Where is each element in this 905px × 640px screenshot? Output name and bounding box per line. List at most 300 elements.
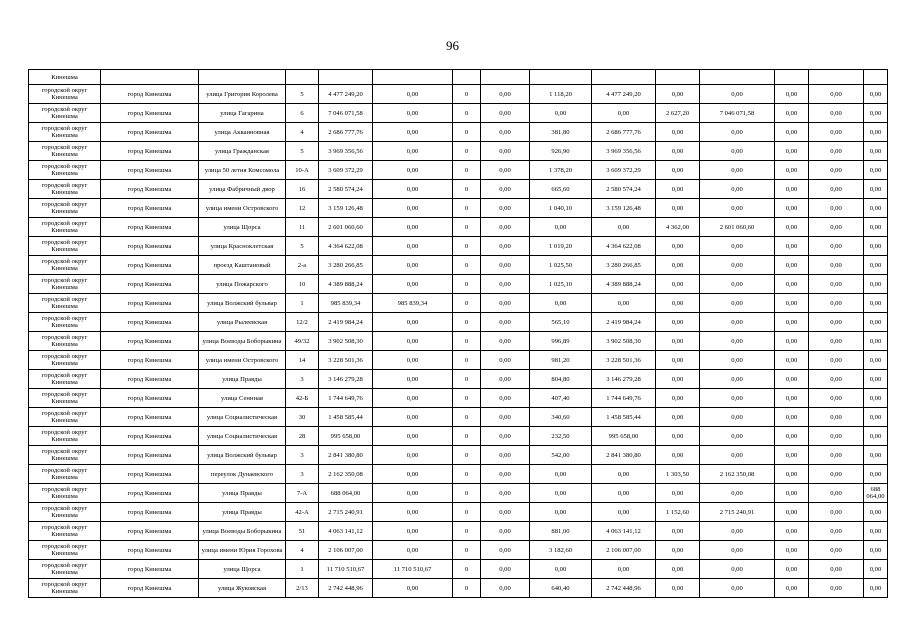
table-row [29,446,888,465]
municipality-cell: городской округ Кинешма [29,484,101,503]
cost-col-12-cell: 0,00 [700,256,775,275]
cost-col-8-cell: 0,00 [481,294,530,313]
locality-cell: город Кинешма [101,541,199,560]
table-row [29,313,888,332]
count-col-7-cell: 0 [453,313,481,332]
area-col-11-cell: 0,00 [656,123,700,142]
house-number-cell: 2/13 [286,579,319,598]
cost-col-12-cell: 2 601 060,60 [700,218,775,237]
area-col-9-cell: 407,40 [530,389,592,408]
table-row [29,123,888,142]
cost-col-12-cell: 0,00 [700,351,775,370]
locality-cell: город Кинешма [101,408,199,427]
area-col-9-cell: 0,00 [530,465,592,484]
locality-cell: город Кинешма [101,313,199,332]
table-row [29,275,888,294]
cost-col-13-cell: 0,00 [775,142,809,161]
locality-cell: город Кинешма [101,560,199,579]
cost-col-10-cell: 4 063 141,12 [592,522,656,541]
house-number-cell: 1 [286,560,319,579]
street-cell: улица Волжский бульвар [199,294,286,313]
cost-col-10-cell: 3 609 372,29 [592,161,656,180]
house-number-cell: 3 [286,446,319,465]
cost-col-6-cell: 0,00 [373,142,453,161]
cost-col-8-cell: 0,00 [481,579,530,598]
cost-col-13-cell: 0,00 [775,218,809,237]
street-cell: улица 50 летия Комсомола [199,161,286,180]
continued-cell: Кинешма [29,70,101,85]
table-row [29,560,888,579]
area-col-9-cell: 996,89 [530,332,592,351]
empty-cell [809,70,864,85]
cost-col-6-cell: 0,00 [373,465,453,484]
house-number-cell: 5 [286,142,319,161]
cost-col-6-cell: 0,00 [373,313,453,332]
street-cell: улица Щорса [199,218,286,237]
cost-col-13-cell: 0,00 [775,465,809,484]
cost-col-15-cell: 0,00 [864,142,888,161]
municipality-cell: городской округ Кинешма [29,389,101,408]
area-col-9-cell: 0,00 [530,294,592,313]
cost-col-10-cell: 4 389 888,24 [592,275,656,294]
street-cell: улица Воеводы Боборыкина [199,522,286,541]
area-col-9-cell: 1 019,20 [530,237,592,256]
cost-col-14-cell: 0,00 [809,294,864,313]
cost-col-12-cell: 0,00 [700,579,775,598]
cost-col-8-cell: 0,00 [481,408,530,427]
cost-col-12-cell: 0,00 [700,427,775,446]
municipality-cell: городской округ Кинешма [29,446,101,465]
house-number-cell: 5 [286,237,319,256]
area-col-9-cell: 804,80 [530,370,592,389]
street-cell: улица Гагарина [199,104,286,123]
area-col-11-cell: 0,00 [656,275,700,294]
cost-col-12-cell: 0,00 [700,294,775,313]
cost-col-15-cell: 0,00 [864,389,888,408]
cost-col-8-cell: 0,00 [481,85,530,104]
total-cost-cell: 2 742 448,96 [319,579,373,598]
total-cost-cell: 11 710 510,67 [319,560,373,579]
street-cell: улица Григория Королева [199,85,286,104]
empty-cell [864,70,888,85]
cost-col-15-cell: 0,00 [864,579,888,598]
house-number-cell: 30 [286,408,319,427]
area-col-11-cell: 1 152,60 [656,503,700,522]
street-cell: улица Волжский бульвар [199,446,286,465]
cost-col-15-cell: 0,00 [864,256,888,275]
area-col-9-cell: 0,00 [530,484,592,503]
street-cell: проезд Каштановый [199,256,286,275]
count-col-7-cell: 0 [453,579,481,598]
cost-col-10-cell: 3 280 266,85 [592,256,656,275]
cost-col-14-cell: 0,00 [809,180,864,199]
cost-col-8-cell: 0,00 [481,446,530,465]
total-cost-cell: 4 364 622,08 [319,237,373,256]
house-number-cell: 51 [286,522,319,541]
locality-cell: город Кинешма [101,256,199,275]
table-row [29,237,888,256]
cost-col-6-cell: 0,00 [373,199,453,218]
area-col-11-cell: 2 627,20 [656,104,700,123]
cost-col-6-cell: 0,00 [373,370,453,389]
cost-col-6-cell: 0,00 [373,104,453,123]
cost-col-6-cell: 0,00 [373,541,453,560]
municipality-cell: городской округ Кинешма [29,161,101,180]
cost-col-15-cell: 688 064,00 [864,484,888,503]
count-col-7-cell: 0 [453,465,481,484]
empty-cell [199,70,286,85]
cost-col-6-cell: 0,00 [373,522,453,541]
cost-col-12-cell: 0,00 [700,237,775,256]
locality-cell: город Кинешма [101,85,199,104]
empty-cell [656,70,700,85]
cost-col-15-cell: 0,00 [864,408,888,427]
street-cell: улица Правды [199,370,286,389]
municipality-cell: городской округ Кинешма [29,427,101,446]
locality-cell: город Кинешма [101,104,199,123]
locality-cell: город Кинешма [101,446,199,465]
cost-col-15-cell: 0,00 [864,104,888,123]
street-cell: улица имени Островского [199,351,286,370]
cost-col-8-cell: 0,00 [481,522,530,541]
empty-cell [592,70,656,85]
locality-cell: город Кинешма [101,199,199,218]
cost-col-8-cell: 0,00 [481,218,530,237]
cost-col-13-cell: 0,00 [775,237,809,256]
locality-cell: город Кинешма [101,332,199,351]
cost-col-10-cell: 0,00 [592,218,656,237]
cost-col-10-cell: 2 106 007,00 [592,541,656,560]
area-col-11-cell: 0,00 [656,313,700,332]
table-row [29,104,888,123]
street-cell: улица Фабричный двор [199,180,286,199]
cost-col-10-cell: 0,00 [592,294,656,313]
locality-cell: город Кинешма [101,484,199,503]
street-cell: улица Сеннная [199,389,286,408]
cost-col-8-cell: 0,00 [481,199,530,218]
cost-col-13-cell: 0,00 [775,484,809,503]
municipality-cell: городской округ Кинешма [29,199,101,218]
count-col-7-cell: 0 [453,275,481,294]
cost-col-6-cell: 0,00 [373,446,453,465]
cost-col-13-cell: 0,00 [775,294,809,313]
cost-col-6-cell: 0,00 [373,275,453,294]
table-row [29,541,888,560]
house-number-cell: 3 [286,370,319,389]
cost-col-6-cell: 0,00 [373,85,453,104]
street-cell: улица Красноклетская [199,237,286,256]
table-row [29,351,888,370]
area-col-11-cell: 0,00 [656,560,700,579]
street-cell: улица Щорса [199,560,286,579]
cost-col-15-cell: 0,00 [864,503,888,522]
count-col-7-cell: 0 [453,199,481,218]
municipality-cell: городской округ Кинешма [29,85,101,104]
cost-col-15-cell: 0,00 [864,85,888,104]
count-col-7-cell: 0 [453,427,481,446]
house-number-cell: 6 [286,104,319,123]
cost-col-14-cell: 0,00 [809,218,864,237]
cost-col-10-cell: 995 658,00 [592,427,656,446]
municipality-cell: городской округ Кинешма [29,522,101,541]
empty-cell [373,70,453,85]
count-col-7-cell: 0 [453,351,481,370]
total-cost-cell: 3 609 372,29 [319,161,373,180]
cost-col-14-cell: 0,00 [809,503,864,522]
area-col-9-cell: 565,10 [530,313,592,332]
municipality-cell: городской округ Кинешма [29,560,101,579]
cost-col-6-cell: 0,00 [373,579,453,598]
locality-cell: город Кинешма [101,218,199,237]
area-col-9-cell: 1 118,20 [530,85,592,104]
locality-cell: город Кинешма [101,351,199,370]
cost-col-8-cell: 0,00 [481,370,530,389]
municipality-cell: городской округ Кинешма [29,275,101,294]
locality-cell: город Кинешма [101,180,199,199]
area-col-11-cell: 0,00 [656,427,700,446]
street-cell: улица Жуковская [199,579,286,598]
total-cost-cell: 688 064,00 [319,484,373,503]
count-col-7-cell: 0 [453,408,481,427]
area-col-11-cell: 0,00 [656,370,700,389]
locality-cell: город Кинешма [101,579,199,598]
cost-col-10-cell: 0,00 [592,104,656,123]
cost-col-8-cell: 0,00 [481,427,530,446]
house-number-cell: 12 [286,199,319,218]
cost-col-14-cell: 0,00 [809,256,864,275]
area-col-11-cell: 0,00 [656,522,700,541]
cost-col-15-cell: 0,00 [864,427,888,446]
cost-col-10-cell: 3 146 279,28 [592,370,656,389]
cost-col-6-cell: 11 710 510,67 [373,560,453,579]
cost-col-6-cell: 0,00 [373,180,453,199]
house-number-cell: 49/32 [286,332,319,351]
area-col-9-cell: 640,40 [530,579,592,598]
cost-col-10-cell: 3 228 501,36 [592,351,656,370]
area-col-11-cell: 0,00 [656,484,700,503]
street-cell: улица Пожарского [199,275,286,294]
street-cell: улица Социалистическая [199,408,286,427]
cost-col-14-cell: 0,00 [809,560,864,579]
table-row [29,85,888,104]
municipality-cell: городской округ Кинешма [29,294,101,313]
locality-cell: город Кинешма [101,161,199,180]
area-col-9-cell: 3 182,60 [530,541,592,560]
cost-col-14-cell: 0,00 [809,85,864,104]
house-number-cell: 16 [286,180,319,199]
cost-col-6-cell: 0,00 [373,123,453,142]
cost-col-6-cell: 0,00 [373,484,453,503]
street-cell: улица имени Юрия Горохова [199,541,286,560]
cost-col-6-cell: 0,00 [373,408,453,427]
total-cost-cell: 1 458 585,44 [319,408,373,427]
cost-col-8-cell: 0,00 [481,104,530,123]
cost-col-8-cell: 0,00 [481,503,530,522]
area-col-9-cell: 1 040,10 [530,199,592,218]
house-number-cell: 12/2 [286,313,319,332]
total-cost-cell: 7 046 071,58 [319,104,373,123]
area-col-9-cell: 381,80 [530,123,592,142]
count-col-7-cell: 0 [453,560,481,579]
area-col-11-cell: 0,00 [656,389,700,408]
table-row [29,503,888,522]
street-cell: улица Воеводы Боборыкина [199,332,286,351]
house-number-cell: 10-А [286,161,319,180]
total-cost-cell: 2 601 060,60 [319,218,373,237]
cost-col-12-cell: 0,00 [700,123,775,142]
cost-col-12-cell: 2 162 350,08 [700,465,775,484]
cost-col-14-cell: 0,00 [809,123,864,142]
table-row [29,294,888,313]
area-col-9-cell: 981,20 [530,351,592,370]
municipality-cell: городской округ Кинешма [29,313,101,332]
municipality-cell: городской округ Кинешма [29,218,101,237]
area-col-11-cell: 0,00 [656,180,700,199]
total-cost-cell: 2 162 350,08 [319,465,373,484]
cost-col-14-cell: 0,00 [809,142,864,161]
total-cost-cell: 2 419 984,24 [319,313,373,332]
cost-col-12-cell: 0,00 [700,161,775,180]
cost-col-12-cell: 0,00 [700,484,775,503]
cost-col-6-cell: 0,00 [373,389,453,408]
count-col-7-cell: 0 [453,85,481,104]
cost-col-12-cell: 0,00 [700,370,775,389]
cost-col-10-cell: 0,00 [592,484,656,503]
cost-col-6-cell: 0,00 [373,256,453,275]
area-col-9-cell: 1 025,10 [530,275,592,294]
cost-col-8-cell: 0,00 [481,351,530,370]
locality-cell: город Кинешма [101,237,199,256]
locality-cell: город Кинешма [101,142,199,161]
cost-col-14-cell: 0,00 [809,104,864,123]
cost-col-12-cell: 0,00 [700,332,775,351]
area-col-11-cell: 0,00 [656,408,700,427]
cost-col-13-cell: 0,00 [775,446,809,465]
table-row [29,465,888,484]
cost-col-8-cell: 0,00 [481,237,530,256]
cost-col-12-cell: 0,00 [700,408,775,427]
locality-cell: город Кинешма [101,465,199,484]
house-number-cell: 5 [286,85,319,104]
municipality-cell: городской округ Кинешма [29,408,101,427]
cost-col-10-cell: 1 744 649,76 [592,389,656,408]
count-col-7-cell: 0 [453,218,481,237]
count-col-7-cell: 0 [453,237,481,256]
empty-cell [775,70,809,85]
cost-col-8-cell: 0,00 [481,161,530,180]
cost-col-14-cell: 0,00 [809,484,864,503]
municipality-cell: городской округ Кинешма [29,465,101,484]
table-row [29,370,888,389]
empty-cell [700,70,775,85]
cost-col-8-cell: 0,00 [481,256,530,275]
cost-col-12-cell: 0,00 [700,85,775,104]
municipality-cell: городской округ Кинешма [29,370,101,389]
table-row [29,218,888,237]
cost-col-6-cell: 0,00 [373,218,453,237]
empty-cell [453,70,481,85]
cost-col-10-cell: 2 580 574,24 [592,180,656,199]
street-cell: улица Правды [199,503,286,522]
cost-col-8-cell: 0,00 [481,560,530,579]
cost-col-8-cell: 0,00 [481,332,530,351]
total-cost-cell: 1 744 649,76 [319,389,373,408]
area-col-11-cell: 0,00 [656,85,700,104]
cost-col-6-cell: 0,00 [373,237,453,256]
count-col-7-cell: 0 [453,370,481,389]
cost-col-14-cell: 0,00 [809,370,864,389]
area-col-9-cell: 665,60 [530,180,592,199]
cost-col-12-cell: 0,00 [700,180,775,199]
cost-col-8-cell: 0,00 [481,465,530,484]
count-col-7-cell: 0 [453,541,481,560]
cost-col-10-cell: 0,00 [592,503,656,522]
municipality-cell: городской округ Кинешма [29,104,101,123]
cost-col-15-cell: 0,00 [864,161,888,180]
cost-col-15-cell: 0,00 [864,237,888,256]
locality-cell: город Кинешма [101,123,199,142]
cost-col-13-cell: 0,00 [775,123,809,142]
cost-col-10-cell: 0,00 [592,465,656,484]
table-row [29,579,888,598]
street-cell: улица Социалистическая [199,427,286,446]
cost-col-12-cell: 0,00 [700,522,775,541]
cost-col-14-cell: 0,00 [809,541,864,560]
cost-col-12-cell: 0,00 [700,142,775,161]
municipality-cell: городской округ Кинешма [29,142,101,161]
house-number-cell: 7-А [286,484,319,503]
total-cost-cell: 3 146 279,28 [319,370,373,389]
area-col-11-cell: 0,00 [656,541,700,560]
area-col-11-cell: 0,00 [656,142,700,161]
count-col-7-cell: 0 [453,104,481,123]
locality-cell: город Кинешма [101,522,199,541]
house-number-cell: 14 [286,351,319,370]
cost-col-10-cell: 3 902 508,30 [592,332,656,351]
cost-col-12-cell: 0,00 [700,560,775,579]
cost-col-6-cell: 0,00 [373,351,453,370]
continued-row [29,70,888,85]
house-number-cell: 4 [286,541,319,560]
cost-col-13-cell: 0,00 [775,522,809,541]
street-cell: улица Гражданская [199,142,286,161]
cost-col-15-cell: 0,00 [864,123,888,142]
page-number: 96 [446,38,459,53]
street-cell: переулок Дунаевского [199,465,286,484]
area-col-9-cell: 340,60 [530,408,592,427]
cost-col-15-cell: 0,00 [864,199,888,218]
cost-col-13-cell: 0,00 [775,408,809,427]
empty-cell [481,70,530,85]
total-cost-cell: 2 715 240,91 [319,503,373,522]
area-col-9-cell: 881,00 [530,522,592,541]
total-cost-cell: 985 839,34 [319,294,373,313]
area-col-11-cell: 4 362,00 [656,218,700,237]
cost-col-13-cell: 0,00 [775,427,809,446]
count-col-7-cell: 0 [453,484,481,503]
cost-col-14-cell: 0,00 [809,237,864,256]
cost-col-12-cell: 0,00 [700,275,775,294]
house-number-cell: 11 [286,218,319,237]
cost-col-14-cell: 0,00 [809,389,864,408]
area-col-11-cell: 0,00 [656,446,700,465]
municipality-cell: городской округ Кинешма [29,579,101,598]
cost-col-13-cell: 0,00 [775,503,809,522]
cost-col-10-cell: 3 159 126,48 [592,199,656,218]
total-cost-cell: 2 686 777,76 [319,123,373,142]
count-col-7-cell: 0 [453,180,481,199]
area-col-9-cell: 542,00 [530,446,592,465]
